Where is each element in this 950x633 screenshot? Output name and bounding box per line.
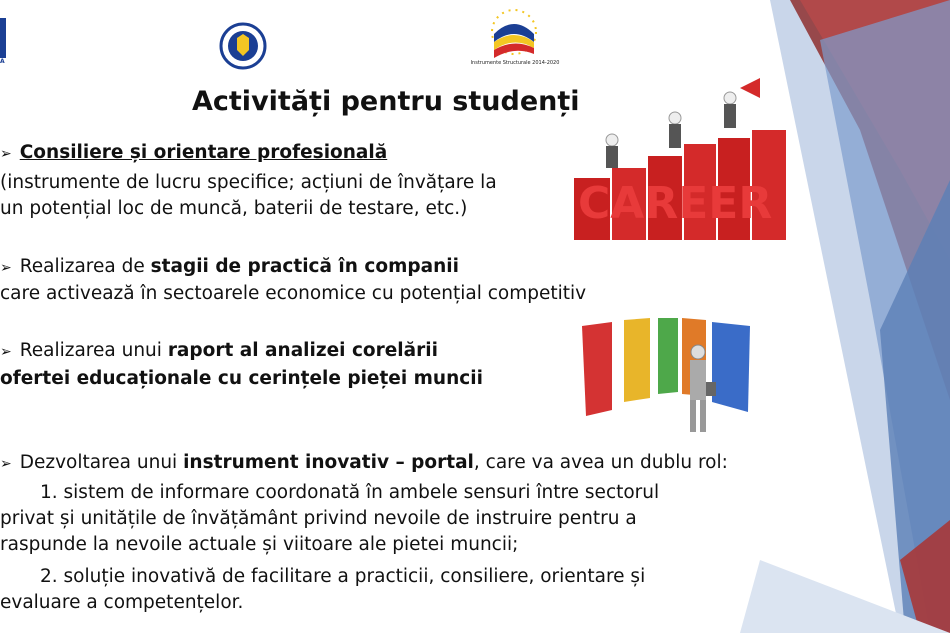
item-4-bold: instrument inovativ – portal (183, 452, 474, 473)
arrow-bullet-icon: ➢ (0, 260, 12, 276)
item-4-prefix: Dezvoltarea unui (19, 452, 184, 473)
item-4-sub-5: evaluare a competențelor. (0, 592, 244, 613)
item-3-prefix: Realizarea unui (19, 340, 168, 361)
item-4-sub-3: raspunde la nevoile actuale și viitoare ale pietei muncii; (0, 534, 519, 555)
career-illustration (570, 78, 795, 246)
career-word: CAREER (578, 178, 773, 229)
item-4-sub-4: 2. soluție inovativă de facilitare a practicii, consiliere, orientare și (40, 566, 646, 587)
item-4-line-1 (0, 450, 728, 477)
item-2-bold: stagii de practică în companii (150, 256, 459, 277)
doors-illustration (578, 312, 756, 444)
slide-title: Activități pentru studenți (192, 86, 580, 117)
item-2-prefix: Realizarea de (19, 256, 151, 277)
item-4-suffix: , care va avea un dublu rol: (473, 452, 728, 473)
arrow-bullet-icon: ➢ (0, 456, 12, 472)
eu-logo-letter: A (0, 58, 5, 65)
logo-bar (0, 0, 950, 80)
item-1-heading-line (0, 140, 387, 167)
arrow-bullet-icon: ➢ (0, 344, 12, 360)
item-1-heading: Consiliere și orientare profesională (19, 142, 388, 163)
item-1-line-1: (instrumente de lucru specifice; acțiuni de învățare la (0, 172, 497, 193)
eu-flag-logo (0, 18, 6, 58)
item-4-sub-2: privat și unitățile de învățământ privind nevoile de instruire pentru a (0, 508, 637, 529)
item-2-line-1 (0, 254, 459, 281)
item-3-line-2: ofertei educaționale cu cerințele pieței muncii (0, 368, 483, 389)
item-4-sub-1: 1. sistem de informare coordonată în ambele sensuri între sectorul (40, 482, 660, 503)
gov-seal-icon (219, 22, 267, 70)
item-1-line-2: un potențial loc de muncă, baterii de testare, etc.) (0, 198, 468, 219)
arrow-bullet-icon: ➢ (0, 146, 12, 162)
item-2-line-2: care activează în sectoarele economice cu potențial competitiv (0, 283, 587, 304)
item-3-bold: raport al analizei corelării (167, 340, 438, 361)
structural-instruments-caption: Instrumente Structurale 2014-2020 (470, 60, 560, 66)
item-3-line-1 (0, 338, 438, 365)
